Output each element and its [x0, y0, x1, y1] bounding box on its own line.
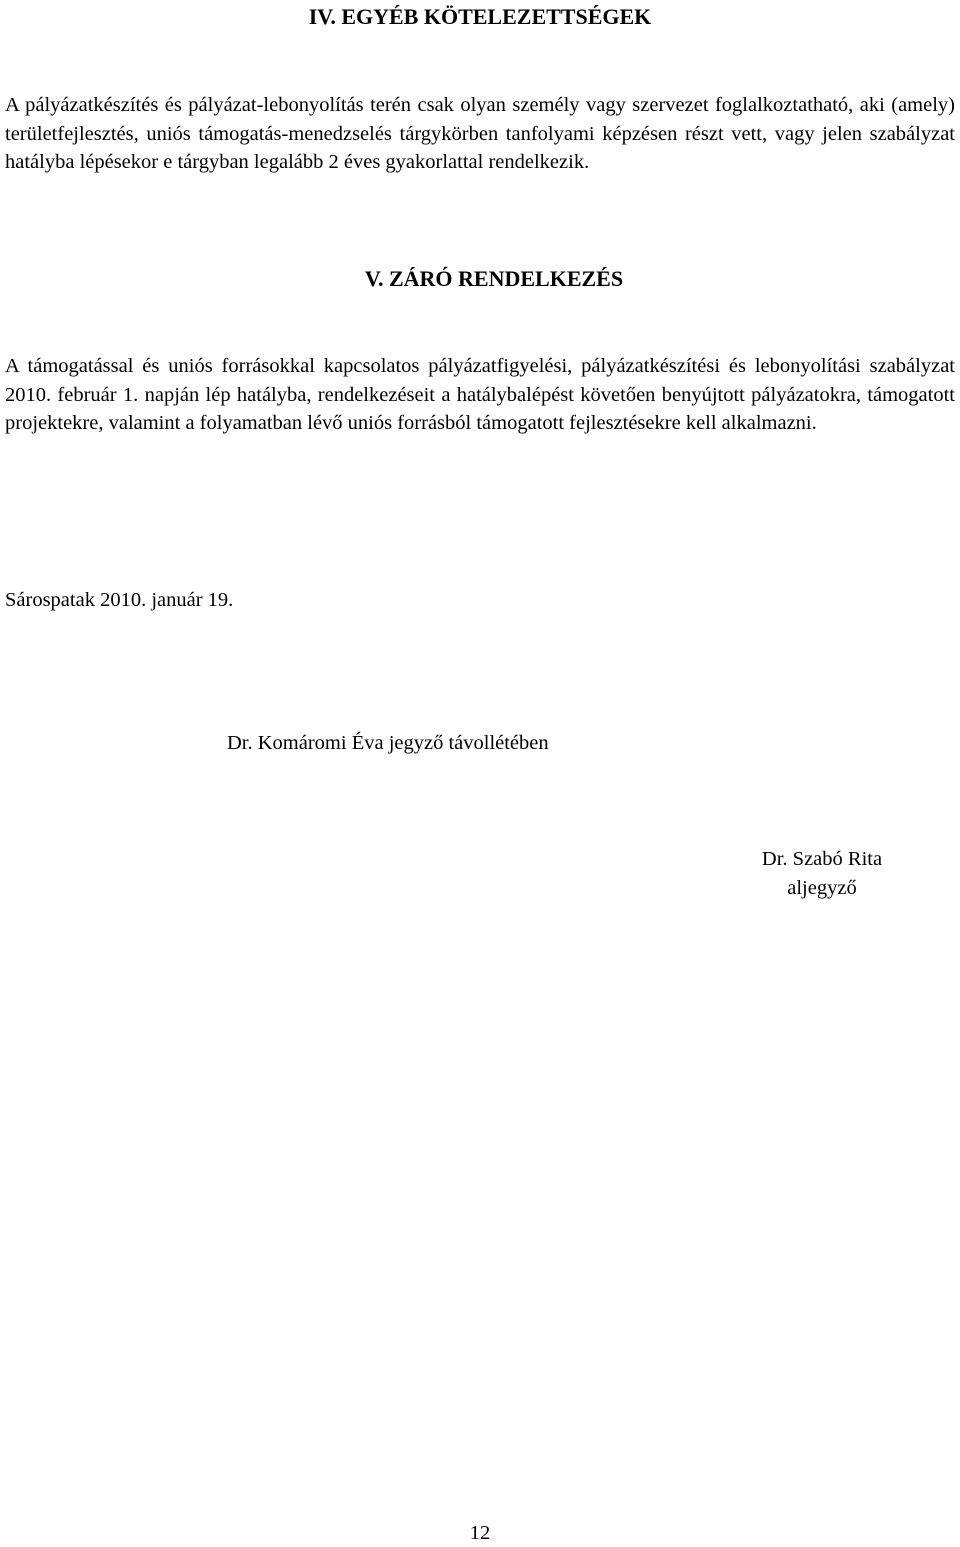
place-date: Sárospatak 2010. január 19.	[5, 589, 234, 611]
signature-title: aljegyző	[787, 877, 857, 899]
signature-name: Dr. Szabó Rita	[761, 848, 883, 870]
page-number: 12	[469, 1522, 491, 1544]
section-5-paragraph: A támogatással és uniós forrásokkal kapcsolatos pályázatfigyelési, pályázatkészítési és lebonyolítási szabályzat 2010. február 1. napján lép hatályba, rendelkezéseit a hatálybalépést követően benyújtott pályázatokra, támogatott projektekre, valamint a folyamatban lévő uniós forrásból támogatott fejlesztésekre kell alkalmazni.	[5, 355, 955, 435]
section-4-paragraph: A pályázatkészítés és pályázat-lebonyolítás terén csak olyan személy vagy szervezet foglalkoztatható, aki (amely) területfejlesztés, uniós támogatás-menedzselés tárgykörben tanfolyami képzésen részt vett, vagy jelen szabályzat hatályba lépésekor e tárgyban legalább 2 éves gyakorlattal rendelkezik.	[5, 94, 955, 174]
clerk-line: Dr. Komáromi Éva jegyző távollétében	[227, 732, 549, 754]
section-5-heading: V. ZÁRÓ RENDELKEZÉS	[364, 266, 624, 291]
section-4-heading: IV. EGYÉB KÖTELEZETTSÉGEK	[308, 4, 652, 29]
